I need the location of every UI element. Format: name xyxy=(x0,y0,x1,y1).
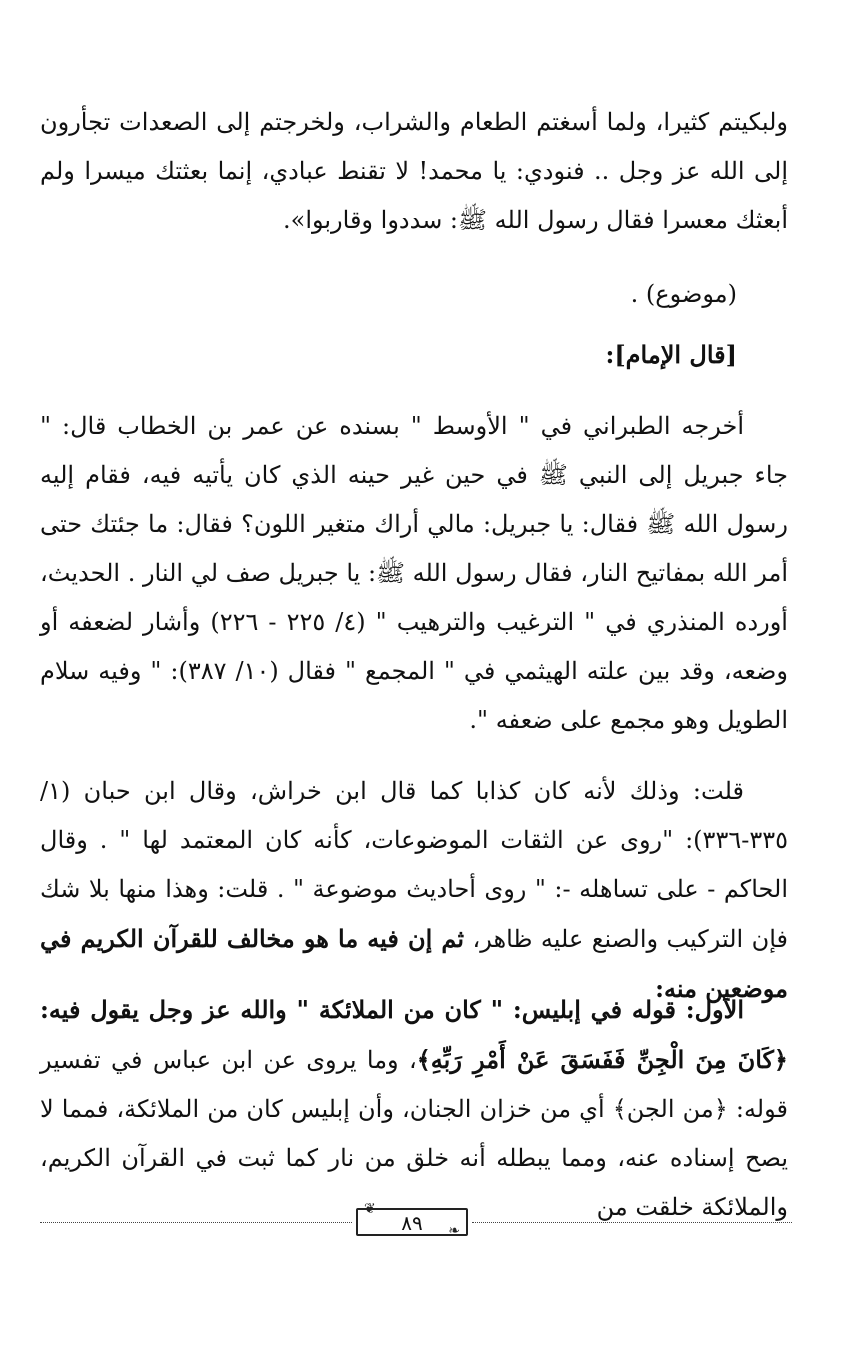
ornament-icon: ❦ xyxy=(364,1201,376,1217)
paragraph-first-point xyxy=(40,985,788,1232)
verdict-mawdoo xyxy=(631,270,737,319)
page-number-frame xyxy=(356,1201,468,1239)
heading-text: [قال الإمام]: xyxy=(605,340,737,369)
paragraph-bold-text: ثم إن فيه ما هو مخالف للقرآن الكريم في موضعين منه: xyxy=(40,924,788,1003)
paragraph-bold-text: الأول: قوله في إبليس: " كان من الملائكة " والله عز وجل يقول فيه: xyxy=(40,995,744,1024)
footer-dotted-rule-left xyxy=(40,1222,352,1223)
ornament-icon: ❧ xyxy=(448,1223,460,1239)
paragraph-text: ، وما يروى عن ابن عباس في تفسير قوله: ﴿من الجن﴾ أي من خزان الجنان، وأن إبليس كان من الملائكة، فمما لا يصح إسناده عنه، ومما يبطله أنه خلق من نار كما ثبت في القرآن الكريم، والملائكة خلقت من xyxy=(40,1046,788,1221)
page-number: ٨٩ xyxy=(401,1211,423,1235)
paragraph-text: أخرجه الطبراني في " الأوسط " بسنده عن عمر بن الخطاب قال: " جاء جبريل إلى النبي ﷺ في حين غير حينه الذي كان يأتيه فيه، فقام إليه رسول الله ﷺ فقال: يا جبريل: مالي أراك متغير اللون؟ فقال: ما جئتك حتى أمر الله بمفاتيح النار، فقال رسول الله ﷺ: يا جبريل صف لي النار . الحديث، أورده المنذري في " الترغيب والترهيب " (٤/ ٢٢٥ - ٢٢٦) وأشار لضعفه أو وضعه، وقد بين علته الهيثمي في " المجمع " فقال (١٠/ ٣٨٧): " وفيه سلام الطويل وهو مجمع على ضعفه ". xyxy=(40,412,788,734)
section-heading-qal-imam xyxy=(605,330,737,379)
paragraph-text: قلت: وذلك لأنه كان كذابا كما قال ابن خراش، وقال ابن حبان (١/ ٣٣٥-٣٣٦): "روى عن الثقات الموضوعات، كأنه كان المعتمد لها " . وقال الحاكم - على تساهله -: " روى أحاديث موضوعة " . قلت: وهذا منها بلا شك فإن التركيب والصنع عليه ظاهر، xyxy=(40,777,788,953)
footer-dotted-rule-right xyxy=(472,1222,792,1223)
paragraph-takhrij xyxy=(40,402,788,745)
quran-verse: ﴿كَانَ مِنَ الْجِنِّ فَفَسَقَ عَنْ أَمْرِ رَبِّهِ﴾ xyxy=(416,1045,788,1074)
paragraph-hadith-end xyxy=(40,98,788,245)
paragraph-text: ولبكيتم كثيرا، ولما أسغتم الطعام والشراب، ولخرجتم إلى الصعدات تجأرون إلى الله عز وجل .. فنودي: يا محمد! لا تقنط عبادي، إنما بعثتك ميسرا ولم أبعثك معسرا فقال رسول الله ﷺ: سددوا وقاربوا». xyxy=(40,108,788,234)
paragraph-commentary xyxy=(40,767,788,1014)
page-footer xyxy=(40,1201,792,1248)
paragraph-body xyxy=(40,985,788,1232)
paragraph-body xyxy=(40,767,788,1014)
verdict-text: (موضوع) . xyxy=(630,280,737,308)
